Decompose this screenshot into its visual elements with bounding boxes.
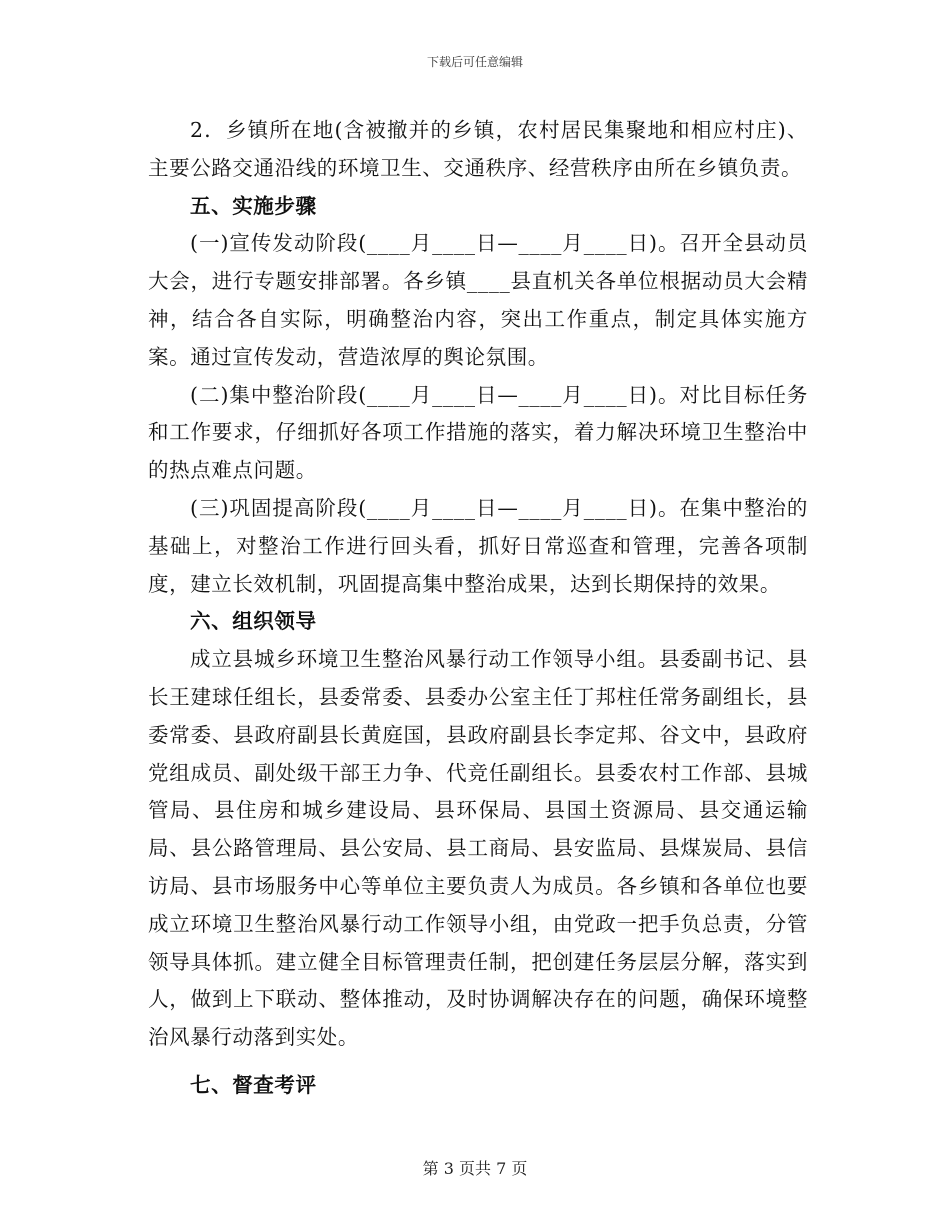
section-heading-organization-leadership: 六、组织领导 — [190, 609, 317, 634]
section-heading-supervision-evaluation: 七、督查考评 — [190, 1072, 317, 1097]
header-note: 下载后可任意编辑 — [426, 55, 523, 69]
paragraph-township-responsibility: 2．乡镇所在地(含被撤并的乡镇，农村居民集聚地和相应村庄)、主要公路交通沿线的环境卫生、交通秩序、经营秩序由所在乡镇负责。 — [148, 118, 808, 180]
paragraph-publicity-stage: (一)宣传发动阶段(____月____日—____月____日)。召开全县动员大会，进行专题安排部署。各乡镇____县直机关各单位根据动员大会精神，结合各自实际，明确整治内容，突出工作重点，制定具体实施方案。通过宣传发动，营造浓厚的舆论氛围。 — [148, 231, 808, 369]
document-body — [148, 112, 808, 1105]
page-number-footer: 第 3 页共 7 页 — [422, 1159, 528, 1178]
paragraph-consolidation-stage: (三)巩固提高阶段(____月____日—____月____日)。在集中整治的基础上，对整治工作进行回头看，抓好日常巡查和管理，完善各项制度，建立长效机制，巩固提高集中整治成果，达到长期保持的效果。 — [148, 495, 808, 596]
paragraph-concentrated-rectification-stage: (二)集中整治阶段(____月____日—____月____日)。对比目标任务和工作要求，仔细抓好各项工作措施的落实，着力解决环境卫生整治中的热点难点问题。 — [148, 382, 808, 483]
paragraph-leading-group: 成立县城乡环境卫生整治风暴行动工作领导小组。县委副书记、县长王建球任组长，县委常委、县委办公室主任丁邦柱任常务副组长，县委常委、县政府副县长黄庭国，县政府副县长李定邦、谷文中，县政府党组成员、副处级干部王力争、代竞任副组长。县委农村工作部、县城管局、县住房和城乡建设局、县环保局、县国土资源局、县交通运输局、县公路管理局、县公安局、县工商局、县安监局、县煤炭局、县信访局、县市场服务中心等单位主要负责人为成员。各乡镇和各单位也要成立环境卫生整治风暴行动工作领导小组，由党政一把手负总责，分管领导具体抓。建立健全目标管理责任制，把创建任务层层分解，落实到人，做到上下联动、整体推动，及时协调解决存在的问题，确保环境整治风暴行动落到实处。 — [148, 647, 808, 1050]
section-heading-implementation-steps: 五、实施步骤 — [190, 193, 317, 218]
